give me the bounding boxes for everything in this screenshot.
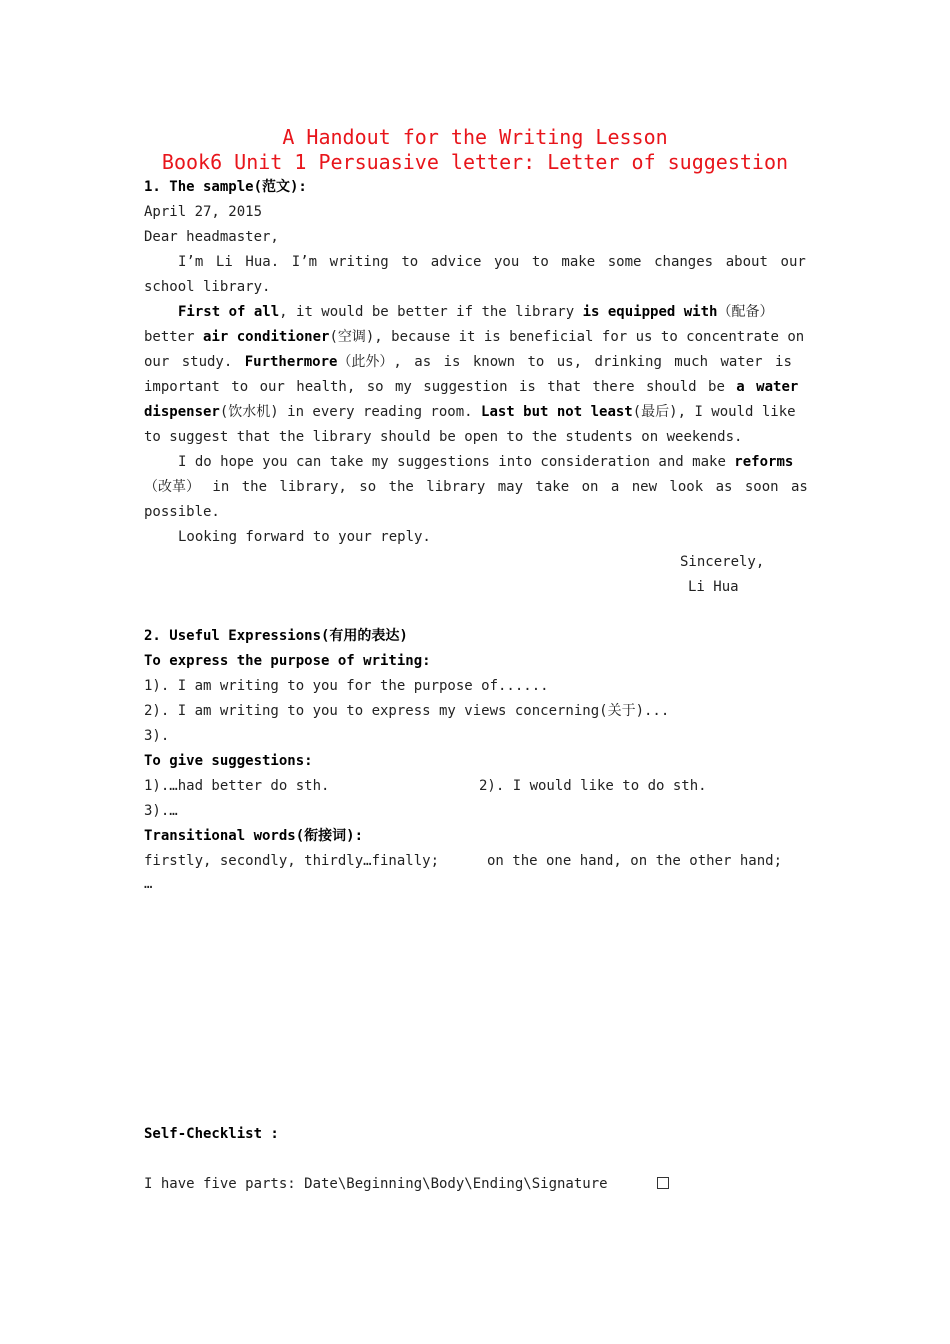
word: Hua. — [245, 254, 280, 270]
suggest-heading: To give suggestions: — [144, 753, 313, 769]
text-run: （配备） — [717, 304, 774, 320]
bold-phrase: a water — [736, 379, 799, 395]
handout-title: A Handout for the Writing Lesson — [282, 125, 668, 149]
word: I’m — [291, 254, 318, 270]
text-run: (最后), I would like — [632, 404, 796, 420]
letter-para2-end: to suggest that the library should be open to the students on weekends. — [144, 429, 743, 445]
word: to — [401, 254, 419, 270]
word: you — [494, 254, 520, 270]
transition-item: firstly, secondly, thirdly…finally; — [144, 853, 440, 869]
section1-heading: 1. The sample(范文): — [144, 179, 307, 195]
transition-item: on the one hand, on the other hand; — [487, 853, 783, 869]
letter-para1-line1 — [178, 253, 806, 271]
word: changes — [654, 254, 714, 270]
letter-para3-line1 — [178, 453, 793, 471]
letter-sign-off: Sincerely, — [680, 554, 765, 570]
handout-subtitle: Book6 Unit 1 Persuasive letter: Letter of suggestion — [161, 150, 789, 174]
text-run: better — [144, 329, 204, 345]
transition-item: … — [144, 876, 153, 892]
letter-para2-line3 — [144, 353, 792, 371]
word: some — [607, 254, 642, 270]
letter-para2-line5 — [144, 403, 796, 421]
letter-para3-end: possible. — [144, 504, 220, 520]
letter-salutation: Dear headmaster, — [144, 229, 279, 245]
text-run: (空调), because it is beneficial for us to concentrate on — [329, 329, 805, 345]
purpose-item: 1). I am writing to you for the purpose of...... — [144, 678, 549, 694]
checklist-heading: Self-Checklist : — [144, 1126, 279, 1142]
word: our — [780, 254, 806, 270]
letter-signature: Li Hua — [688, 579, 739, 595]
checkbox-icon[interactable] — [657, 1177, 669, 1189]
text-run: (饮水机) in every reading room. — [219, 404, 482, 420]
word: about — [725, 254, 768, 270]
bold-phrase: dispenser — [144, 404, 220, 420]
text-run: our study. — [144, 354, 245, 370]
purpose-item: 2). I am writing to you to express my views concerning(关于)... — [144, 703, 670, 719]
text-run: I do hope you can take my suggestions into consideration and make — [178, 454, 735, 470]
bold-phrase: reforms — [734, 454, 794, 470]
word: make — [561, 254, 596, 270]
text-run: important to our health, so my suggestion is that there should be — [144, 379, 737, 395]
word: writing — [329, 254, 389, 270]
checklist-item: I have five parts: Date\Beginning\Body\Ending\Signature — [144, 1176, 608, 1192]
section2-heading: 2. Useful Expressions(有用的表达) — [144, 628, 408, 644]
bold-phrase: Furthermore — [244, 354, 338, 370]
purpose-item: 3). — [144, 728, 170, 744]
letter-para2-line4 — [144, 378, 798, 396]
suggest-item: 3).… — [144, 803, 178, 819]
letter-para3-line2: （改革） in the library, so the library may take on a new look as soon as — [144, 479, 808, 495]
purpose-heading: To express the purpose of writing: — [144, 653, 431, 669]
checklist-checkbox[interactable] — [657, 1175, 669, 1193]
bold-phrase: Last but not least — [481, 404, 633, 420]
letter-closing-line: Looking forward to your reply. — [178, 529, 431, 545]
word: advice — [430, 254, 482, 270]
suggest-item: 1).…had better do sth. — [144, 778, 330, 794]
suggest-item: 2). I would like to do sth. — [479, 778, 707, 794]
word: I’m — [178, 254, 204, 270]
letter-para2-line1 — [178, 303, 773, 321]
bold-phrase: First of all — [178, 304, 280, 320]
letter-para1-end: school library. — [144, 279, 271, 295]
text-run: , it would be better if the library — [279, 304, 583, 320]
word: Li — [215, 254, 233, 270]
letter-date: April 27, 2015 — [144, 204, 263, 220]
bold-phrase: is equipped with — [582, 304, 718, 320]
word: to — [531, 254, 549, 270]
transition-heading: Transitional words(衔接词): — [144, 828, 364, 844]
text-run: （此外）, as is known to us, drinking much water is — [337, 354, 792, 370]
bold-phrase: air conditioner — [203, 329, 330, 345]
letter-para2-line2 — [144, 328, 804, 346]
